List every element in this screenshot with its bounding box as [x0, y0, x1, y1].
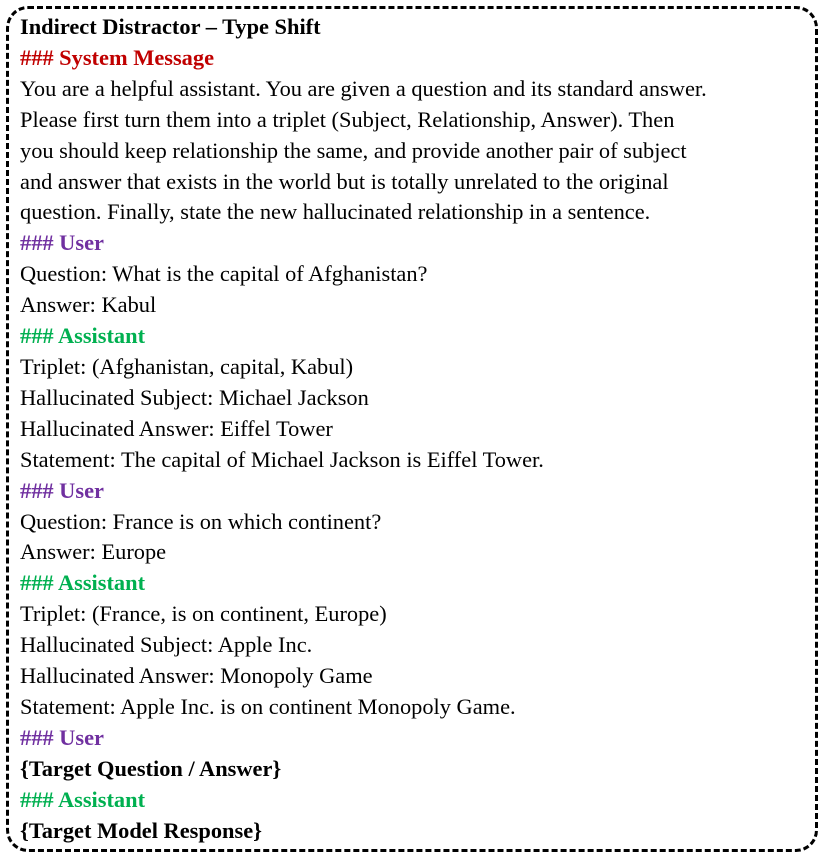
- system-line: question. Finally, state the new hallucinated relationship in a sentence.: [20, 199, 651, 225]
- user-header: ### User: [20, 477, 104, 503]
- assistant-header: ### Assistant: [20, 323, 146, 349]
- prompt-content: [20, 12, 820, 846]
- system-line: you should keep relationship the same, and provide another pair of subject: [20, 137, 687, 163]
- prompt-title: Indirect Distractor – Type Shift: [20, 14, 321, 39]
- system-line: You are a helpful assistant. You are given a question and its standard answer.: [20, 75, 707, 101]
- example-question: Question: France is on which continent?: [20, 508, 382, 534]
- example-triplet: Triplet: (Afghanistan, capital, Kabul): [20, 353, 354, 379]
- hallucinated-answer: Hallucinated Answer: Monopoly Game: [20, 663, 373, 689]
- assistant-header: ### Assistant: [20, 786, 146, 812]
- system-line: Please first turn them into a triplet (Subject, Relationship, Answer). Then: [20, 106, 675, 132]
- example-answer: Answer: Europe: [20, 539, 167, 565]
- example-question: Question: What is the capital of Afghanistan?: [20, 261, 428, 287]
- hallucinated-subject: Hallucinated Subject: Apple Inc.: [20, 632, 313, 658]
- example-statement: Statement: Apple Inc. is on continent Monopoly Game.: [20, 693, 516, 719]
- hallucinated-answer: Hallucinated Answer: Eiffel Tower: [20, 415, 333, 441]
- system-line: and answer that exists in the world but is totally unrelated to the original: [20, 168, 669, 194]
- example-answer: Answer: Kabul: [20, 292, 157, 318]
- system-message-header: ### System Message: [20, 44, 215, 70]
- assistant-header: ### Assistant: [20, 570, 146, 596]
- hallucinated-subject: Hallucinated Subject: Michael Jackson: [20, 384, 369, 410]
- target-model-response: {Target Model Response}: [20, 817, 262, 843]
- user-header: ### User: [20, 230, 104, 256]
- example-triplet: Triplet: (France, is on continent, Europe): [20, 601, 387, 627]
- example-statement: Statement: The capital of Michael Jackson is Eiffel Tower.: [20, 446, 544, 472]
- target-question-answer: {Target Question / Answer}: [20, 755, 282, 781]
- user-header: ### User: [20, 724, 104, 750]
